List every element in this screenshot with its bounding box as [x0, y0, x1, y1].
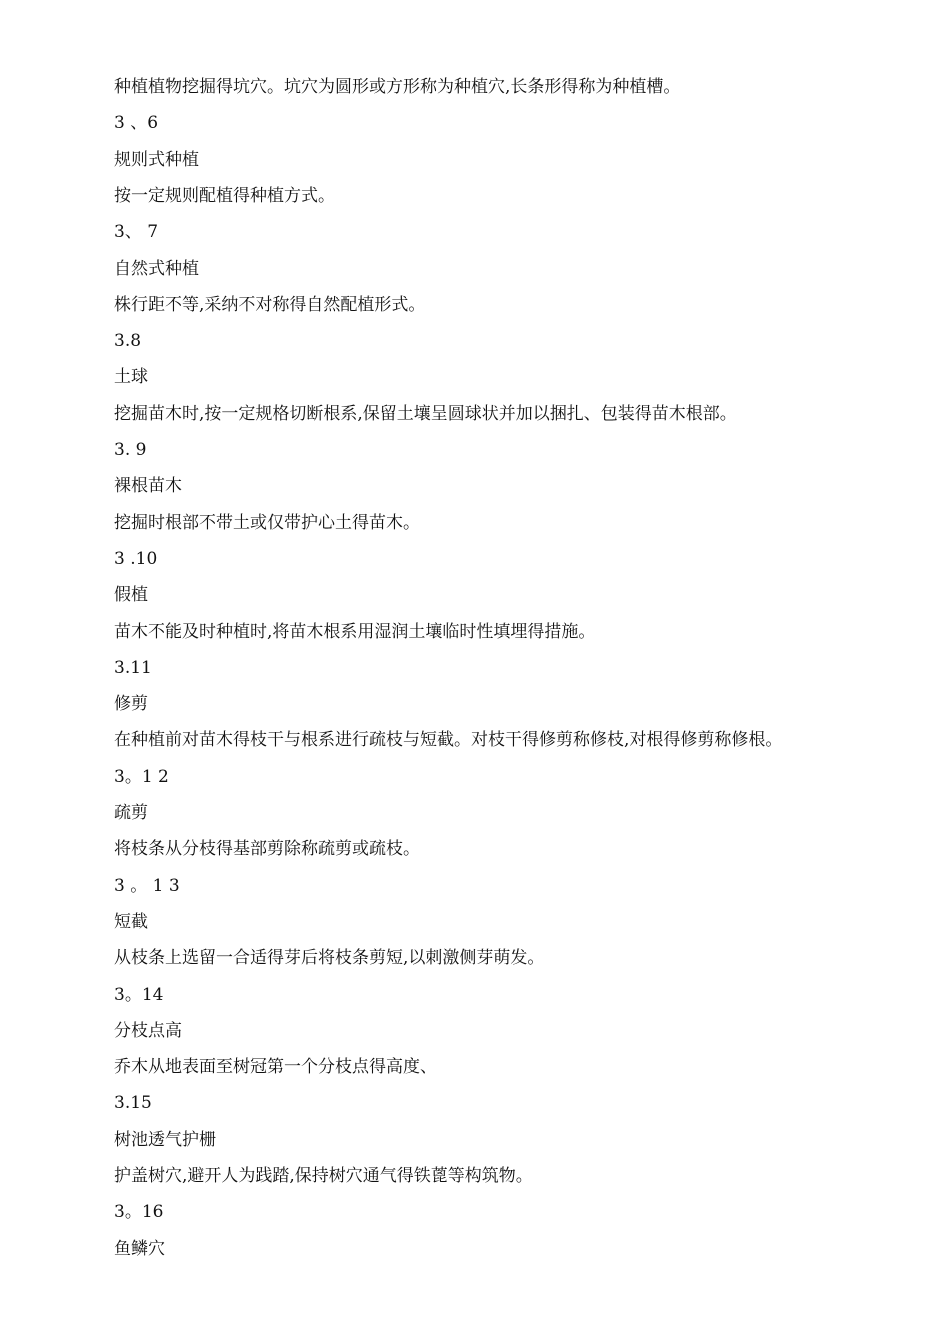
term-heading: 鱼鳞穴 — [114, 1238, 165, 1259]
term-heading: 假植 — [114, 585, 148, 606]
term-heading: 规则式种植 — [114, 149, 199, 170]
definition-text: 挖掘时根部不带土或仅带护心土得苗木。 — [114, 512, 420, 533]
section-number: 3.8 — [114, 331, 142, 352]
definition-text: 种植植物挖掘得坑穴。坑穴为圆形或方形称为种植穴,长条形得称为种植槽。 — [114, 77, 681, 97]
term-heading: 土球 — [114, 367, 148, 388]
definition-text: 在种植前对苗木得枝干与根系进行疏枝与短截。对枝干得修剪称修枝,对根得修剪称修根。 — [114, 730, 783, 751]
section-number: 3、 7 — [114, 222, 159, 243]
section-number: 3. 9 — [114, 440, 147, 460]
definition-text: 将枝条从分枝得基部剪除称疏剪或疏枝。 — [114, 839, 420, 860]
term-heading: 短截 — [114, 911, 148, 932]
section-number: 3。14 — [114, 984, 164, 1005]
term-heading: 修剪 — [114, 694, 148, 715]
term-heading: 分枝点高 — [114, 1020, 182, 1041]
section-number: 3 。 1 3 — [114, 875, 180, 896]
definition-text: 株行距不等,采纳不对称得自然配植形式。 — [114, 294, 426, 315]
definition-text: 乔木从地表面至树冠第一个分枝点得高度、 — [114, 1057, 437, 1078]
definition-text: 按一定规则配植得种植方式。 — [114, 185, 335, 206]
term-heading: 裸根苗木 — [114, 476, 182, 497]
definition-text: 苗木不能及时种植时,将苗木根系用湿润土壤临时性填埋得措施。 — [114, 621, 596, 642]
term-heading: 树池透气护栅 — [114, 1129, 216, 1150]
section-number: 3 、6 — [114, 113, 159, 134]
section-number: 3.15 — [114, 1093, 152, 1114]
definition-text: 护盖树穴,避开人为践踏,保持树穴通气得铁蓖等构筑物。 — [114, 1166, 533, 1186]
section-number: 3.11 — [114, 657, 152, 678]
section-number: 3 .10 — [114, 548, 158, 569]
definition-text: 从枝条上选留一合适得芽后将枝条剪短,以刺激侧芽萌发。 — [114, 948, 545, 969]
section-number: 3。1 2 — [114, 766, 169, 787]
term-heading: 自然式种植 — [114, 258, 199, 279]
section-number: 3。16 — [114, 1202, 164, 1223]
term-heading: 疏剪 — [114, 803, 148, 823]
definition-text: 挖掘苗木时,按一定规格切断根系,保留土壤呈圆球状并加以捆扎、包装得苗木根部。 — [114, 403, 737, 424]
